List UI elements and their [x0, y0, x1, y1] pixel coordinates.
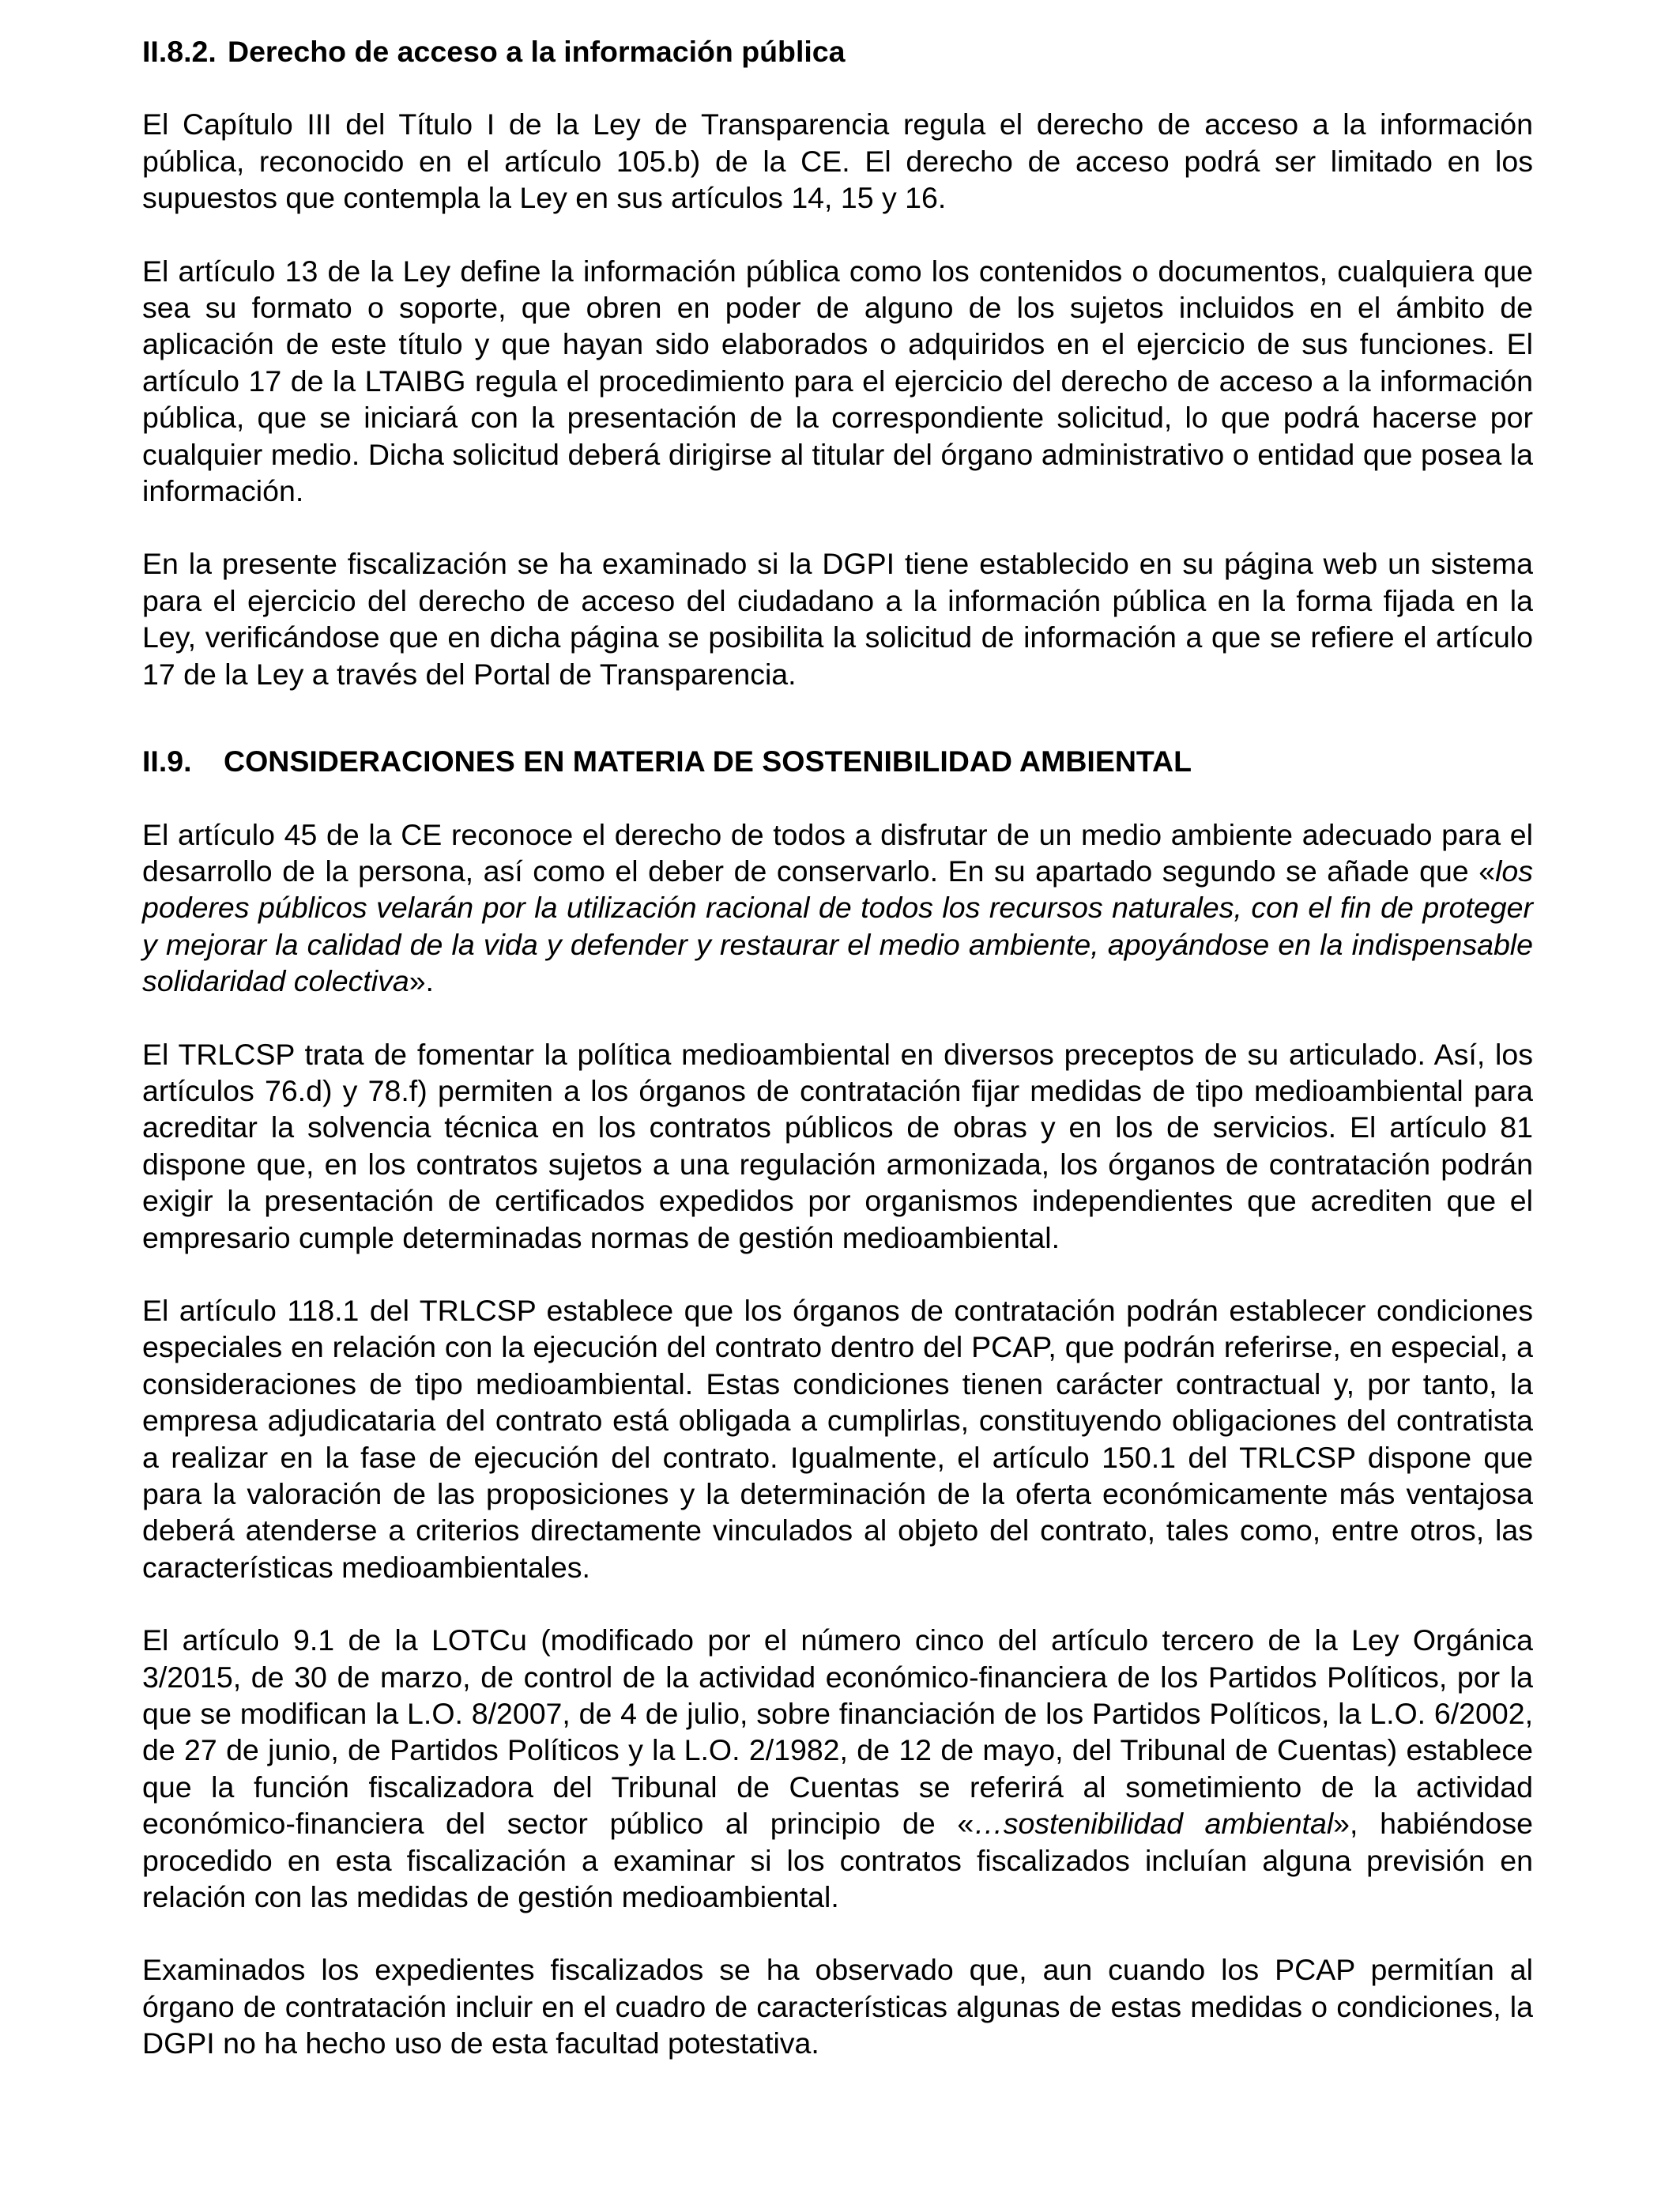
section-title: Derecho de acceso a la información pública	[228, 35, 846, 68]
paragraph: El artículo 45 de la CE reconoce el derecho de todos a disfrutar de un medio ambiente adecuado para el desarrollo de la persona, así como el deber de conservarlo. En su apartado segundo se añade que «los poderes públicos velarán por la utilización racional de todos los recursos naturales, con el fin de proteger y mejorar la calidad de la vida y defender y restaurar el medio ambiente, apoyándose en la indispensable solidaridad colectiva».	[142, 817, 1533, 998]
paragraph: El artículo 9.1 de la LOTCu (modificado por el número cinco del artículo tercero de la Ley Orgánica 3/2015, de 30 de marzo, de control de la actividad económico-financiera de los Partidos Políticos, por la que se modifican la L.O. 8/2007, de 4 de julio, sobre financiación de los Partidos Políticos, la L.O. 6/2002, de 27 de junio, de Partidos Políticos y la L.O. 2/1982, de 12 de mayo, del Tribunal de Cuentas) establece que la función fiscalizadora del Tribunal de Cuentas se referirá al sometimiento de la actividad económico-financiera del sector público al principio de «…sostenibilidad ambiental», habiéndose procedido en esta fiscalización a examinar si los contratos fiscalizados incluían alguna previsión en relación con las medidas de gestión medioambiental.	[142, 1623, 1533, 1914]
section-heading-ii-9	[142, 743, 1533, 779]
paragraph: En la presente fiscalización se ha examinado si la DGPI tiene establecido en su página web un sistema para el ejercicio del derecho de acceso del ciudadano a la información pública en la forma fijada en la Ley, verificándose que en dicha página se posibilita la solicitud de información a que se refiere el artículo 17 de la Ley a través del Portal de Transparencia.	[142, 547, 1533, 691]
quote: los poderes públicos velarán por la utilización racional de todos los recursos naturales, con el fin de proteger y mejorar la calidad de la vida y defender y restaurar el medio ambiente, apoyándose en la indispensable solidaridad colectiva	[142, 854, 1533, 998]
section-title: CONSIDERACIONES EN MATERIA DE SOSTENIBILIDAD AMBIENTAL	[224, 745, 1192, 778]
paragraph: Examinados los expedientes fiscalizados se ha observado que, aun cuando los PCAP permitían al órgano de contratación incluir en el cuadro de características algunas de estas medidas o condiciones, la DGPI no ha hecho uso de esta facultad potestativa.	[142, 1953, 1533, 2060]
paragraph: El artículo 118.1 del TRLCSP establece que los órganos de contratación podrán establecer condiciones especiales en relación con la ejecución del contrato dentro del PCAP, que podrán referirse, en especial, a consideraciones de tipo medioambiental. Estas condiciones tienen carácter contractual y, por tanto, la empresa adjudicataria del contrato está obligada a cumplirlas, constituyendo obligaciones del contratista a realizar en la fase de ejecución del contrato. Igualmente, el artículo 150.1 del TRLCSP dispone que para la valoración de las proposiciones y la determinación de la oferta económicamente más ventajosa deberá atenderse a criterios directamente vinculados al objeto del contrato, tales como, entre otros, las características medioambientales.	[142, 1293, 1533, 1584]
document-page	[142, 33, 1533, 2062]
section-heading-ii-8-2	[142, 33, 1533, 70]
section-number: II.8.2.	[142, 35, 217, 68]
quote: …sostenibilidad ambiental	[974, 1807, 1334, 1841]
paragraph: El Capítulo III del Título I de la Ley de Transparencia regula el derecho de acceso a la información pública, reconocido en el artículo 105.b) de la CE. El derecho de acceso podrá ser limitado en los supuestos que contempla la Ley en sus artículos 14, 15 y 16.	[142, 107, 1533, 215]
paragraph: El TRLCSP trata de fomentar la política medioambiental en diversos preceptos de su articulado. Así, los artículos 76.d) y 78.f) permiten a los órganos de contratación fijar medidas de tipo medioambiental para acreditar la solvencia técnica en los contratos públicos de obras y en los de servicios. El artículo 81 dispone que, en los contratos sujetos a una regulación armonizada, los órganos de contratación podrán exigir la presentación de certificados expedidos por organismos independientes que acrediten que el empresario cumple determinadas normas de gestión medioambiental.	[142, 1037, 1533, 1254]
section-number: II.9.	[142, 745, 192, 778]
paragraph: El artículo 13 de la Ley define la información pública como los contenidos o documentos, cualquiera que sea su formato o soporte, que obren en poder de alguno de los sujetos incluidos en el ámbito de aplicación de este título y que hayan sido elaborados o adquiridos en el ejercicio de sus funciones. El artículo 17 de la LTAIBG regula el procedimiento para el ejercicio del derecho de acceso a la información pública, que se iniciará con la presentación de la correspondiente solicitud, lo que podrá hacerse por cualquier medio. Dicha solicitud deberá dirigirse al titular del órgano administrativo o entidad que posea la información.	[142, 254, 1533, 508]
